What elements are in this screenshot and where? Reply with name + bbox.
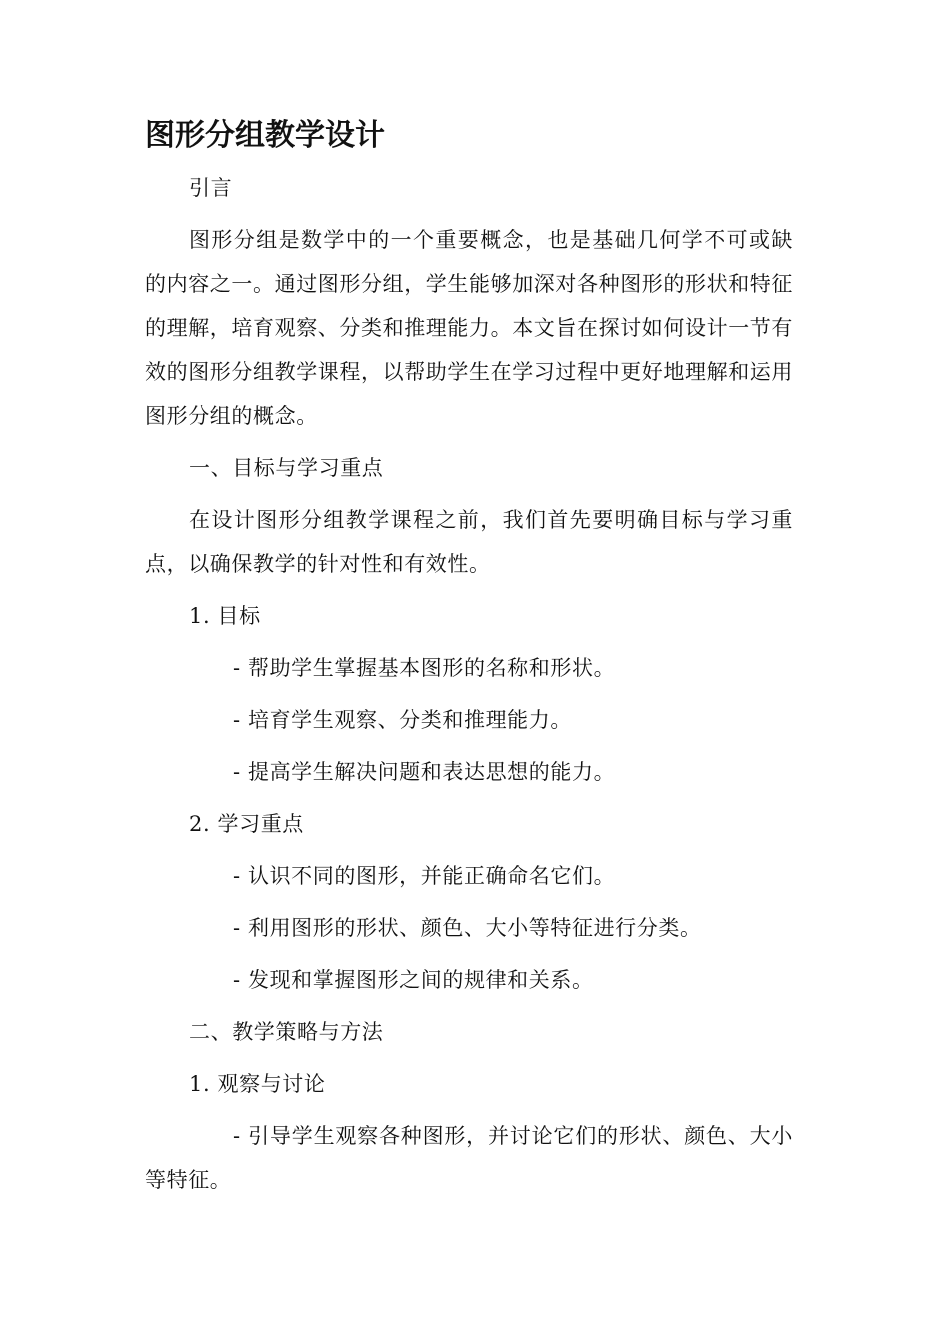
- goal-item: - 提高学生解决问题和表达思想的能力。: [233, 760, 616, 784]
- document-body: [145, 112, 793, 1210]
- section1-paragraph: 在设计图形分组教学课程之前，我们首先要明确目标与学习重点，以确保教学的针对性和有效性。: [145, 508, 793, 576]
- document-title: 图形分组教学设计: [145, 118, 385, 153]
- focus-item: - 认识不同的图形，并能正确命名它们。: [233, 864, 616, 888]
- section1-heading: 一、目标与学习重点: [189, 456, 384, 480]
- section2-heading: 二、教学策略与方法: [189, 1020, 384, 1044]
- intro-paragraph: 图形分组是数学中的一个重要概念，也是基础几何学不可或缺的内容之一。通过图形分组，学生能够加深对各种图形的形状和特征的理解，培育观察、分类和推理能力。本文旨在探讨如何设计一节有效的图形分组教学课程，以帮助学生在学习过程中更好地理解和运用图形分组的概念。: [145, 228, 793, 428]
- observe-item: - 引导学生观察各种图形，并讨论它们的形状、颜色、大小等特征。: [145, 1124, 793, 1192]
- goal-item: - 培育学生观察、分类和推理能力。: [233, 708, 572, 732]
- intro-heading: 引言: [189, 176, 233, 200]
- focus-item: - 发现和掌握图形之间的规律和关系。: [233, 968, 594, 992]
- observe-label: 1. 观察与讨论: [189, 1072, 326, 1096]
- goals-label: 1. 目标: [189, 604, 261, 628]
- goal-item: - 帮助学生掌握基本图形的名称和形状。: [233, 656, 616, 680]
- focus-item: - 利用图形的形状、颜色、大小等特征进行分类。: [233, 916, 702, 940]
- focus-label: 2. 学习重点: [189, 812, 304, 836]
